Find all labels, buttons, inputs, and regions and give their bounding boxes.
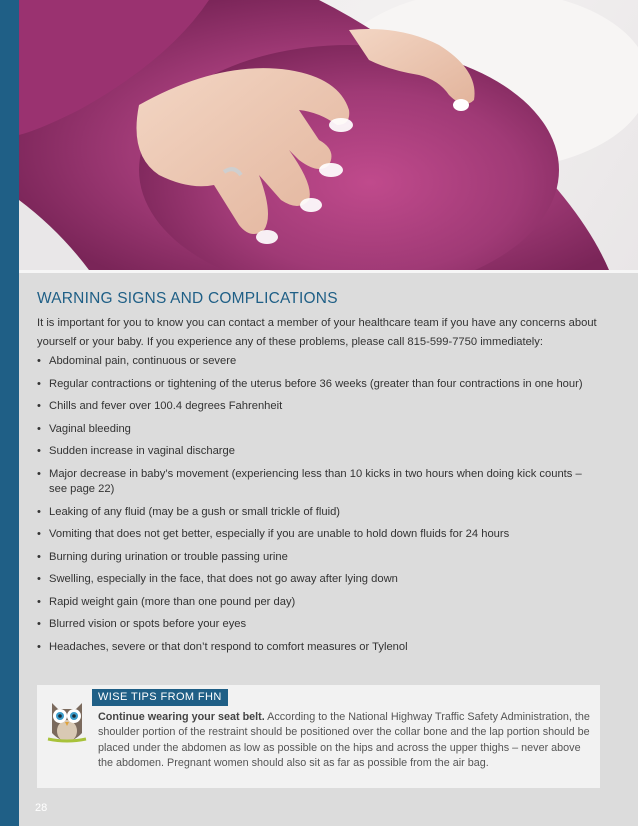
list-item: • Sudden increase in vaginal discharge <box>37 444 602 460</box>
list-item: • Chills and fever over 100.4 degrees Fahrenheit <box>37 399 602 415</box>
hero-photo-pregnant-belly <box>19 0 638 270</box>
list-item: • Rapid weight gain (more than one pound per day) <box>37 595 602 611</box>
tip-body: According to the National Highway Traffic Safety Administration, the shoulder portion of the restraint should be positioned over the collar bone and the lap portion should be placed under the abdomen as low as possible on the hips and across the upper thighs – never above the abdomen. Pregnant women should also sit as far as possible from the air bag. <box>98 711 590 769</box>
section-title: WARNING SIGNS AND COMPLICATIONS <box>37 290 338 307</box>
list-item: • Burning during urination or trouble passing urine <box>37 550 602 566</box>
side-accent-bar <box>0 0 19 826</box>
warning-signs-list <box>37 354 602 655</box>
list-item: • Headaches, severe or that don’t respond to comfort measures or Tylenol <box>37 640 602 656</box>
list-item: • Leaking of any fluid (may be a gush or small trickle of fluid) <box>37 505 602 521</box>
list-item: • Blurred vision or spots before your eyes <box>37 617 602 633</box>
wise-tips-tab: WISE TIPS FROM FHN <box>92 689 228 706</box>
list-item: • Vaginal bleeding <box>37 422 602 438</box>
list-item: • Regular contractions or tightening of the uterus before 36 weeks (greater than four contractions in one hour) <box>37 377 602 393</box>
page-number: 28 <box>35 802 48 814</box>
tip-lead: Continue wearing your seat belt. <box>98 711 265 723</box>
list-item: • Swelling, especially in the face, that does not go away after lying down <box>37 572 602 588</box>
divider <box>19 270 638 273</box>
list-item: • Vomiting that does not get better, especially if you are unable to hold down fluids for 24 hours <box>37 527 602 543</box>
list-item: • Abdominal pain, continuous or severe <box>37 354 602 370</box>
warning-signs-section <box>37 290 602 662</box>
wise-tips-text <box>98 710 590 771</box>
intro-paragraph: It is important for you to know you can contact a member of your healthcare team if you have any concerns about yourself or your baby. If you experience any of these problems, please call 815-599-7750 immediately: <box>37 317 597 348</box>
owl-icon <box>44 693 90 747</box>
list-item: • Major decrease in baby’s movement (experiencing less than 10 kicks in two hours when doing kick counts – see page 22) <box>37 467 602 498</box>
